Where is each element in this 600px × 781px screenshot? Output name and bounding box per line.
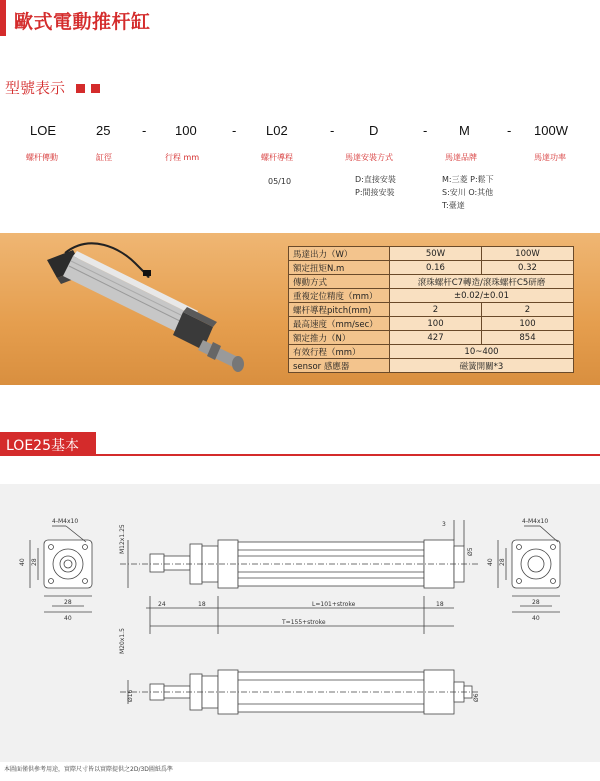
code-label: 行程 mm xyxy=(165,153,200,162)
mount-options: D:直接安裝 P:間接安裝 xyxy=(355,175,396,197)
table-row xyxy=(289,359,574,373)
model-code: L02 xyxy=(266,123,288,138)
spec-value: 2 xyxy=(390,303,482,317)
dim-dia-5: Ø5 xyxy=(467,547,474,556)
dim-left-width-28: 28 xyxy=(64,599,72,606)
spec-label: sensor 感應器 xyxy=(289,359,390,373)
dim-right-width-28: 28 xyxy=(532,599,540,606)
spec-label: 重複定位精度（mm） xyxy=(289,289,390,303)
title-accent-bar xyxy=(0,0,6,36)
dim-len-18b: 18 xyxy=(436,601,444,608)
spec-value: 427 xyxy=(390,331,482,345)
heading-square-icon xyxy=(91,84,100,93)
dim-dia-16: Ø16 xyxy=(127,689,134,702)
dim-total-length: T=155+stroke xyxy=(282,619,326,626)
spec-label: 馬達出力（W） xyxy=(289,247,390,261)
footnote: 本圖面僅供參考用途，實際尺寸皆以實際提供之2D/3D圖紙爲準 xyxy=(4,766,173,773)
table-row xyxy=(289,261,574,275)
model-code: 25 xyxy=(96,123,111,138)
dim-dia-6: Ø6 xyxy=(473,693,480,702)
code-label: 螺杆導程 xyxy=(261,153,293,162)
code-separator: - xyxy=(330,123,335,138)
dim-thread-right: 4-M4x10 xyxy=(522,518,549,525)
model-section-heading: 型號表示 xyxy=(5,79,66,97)
spec-value: 10~400 xyxy=(390,345,574,359)
model-code: D xyxy=(369,123,379,138)
actuator-photo xyxy=(35,238,275,383)
spec-label: 額定推力（N） xyxy=(289,331,390,345)
spec-value: ±0.02/±0.01 xyxy=(390,289,574,303)
heading-square-icon xyxy=(76,84,85,93)
table-row xyxy=(289,331,574,345)
table-row xyxy=(289,317,574,331)
drawing-heading-underline xyxy=(0,454,600,456)
code-separator: - xyxy=(142,123,147,138)
table-row xyxy=(289,303,574,317)
model-code: 100 xyxy=(175,123,197,138)
spec-value: 100 xyxy=(482,317,574,331)
spec-value: 0.16 xyxy=(390,261,482,275)
code-separator: - xyxy=(232,123,237,138)
model-code: M xyxy=(459,123,470,138)
spec-value: 0.32 xyxy=(482,261,574,275)
model-code: LOE xyxy=(30,123,57,138)
spec-value: 滾珠螺杆C7轉造/滾珠螺杆C5研磨 xyxy=(390,275,574,289)
spec-value: 100W xyxy=(482,247,574,261)
code-label: 螺杆傳動 xyxy=(26,153,58,162)
dim-left-width-40: 40 xyxy=(64,615,72,622)
drawing-heading: LOE25基本 xyxy=(6,438,79,454)
spec-value: 磁簧開關*3 xyxy=(390,359,574,373)
spec-label: 螺杆導程pitch(mm) xyxy=(289,303,390,317)
dim-thread-left: 4-M4x10 xyxy=(52,518,79,525)
model-code: 100W xyxy=(534,123,568,138)
code-label: 缸徑 xyxy=(96,153,112,162)
code-label: 馬達品牌 xyxy=(445,153,477,162)
dim-rod-thread-2: M20x1.5 xyxy=(119,628,126,654)
spec-label: 額定扭矩N.m xyxy=(289,261,390,275)
dim-len-3: 3 xyxy=(442,521,446,528)
code-label: 馬達安裝方式 xyxy=(345,153,393,162)
spec-label: 有效行程（mm） xyxy=(289,345,390,359)
dim-rod-thread: M12x1.25 xyxy=(119,524,126,554)
table-row xyxy=(289,247,574,261)
spec-table xyxy=(288,246,574,373)
page-title: 歐式電動推杆缸 xyxy=(14,11,151,33)
code-label: 馬達功率 xyxy=(534,153,566,162)
spec-value: 854 xyxy=(482,331,574,345)
dim-right-height-28: 28 xyxy=(499,558,506,566)
dim-right-height-40: 40 xyxy=(487,558,494,566)
dim-left-height-28: 28 xyxy=(31,558,38,566)
spec-value: 50W xyxy=(390,247,482,261)
table-row xyxy=(289,345,574,359)
dim-right-width-40: 40 xyxy=(532,615,540,622)
spec-label: 最高速度（mm/sec） xyxy=(289,317,390,331)
spec-value: 100 xyxy=(390,317,482,331)
dim-len-24: 24 xyxy=(158,601,166,608)
brand-options: M:三菱 P:鬆下 S:安川 O:其他 T:臺達 xyxy=(442,175,494,210)
technical-drawing xyxy=(0,484,600,762)
dim-left-height-40: 40 xyxy=(19,558,26,566)
dim-len-18a: 18 xyxy=(198,601,206,608)
dim-body-length: L=101+stroke xyxy=(312,601,356,608)
code-separator: - xyxy=(507,123,512,138)
lead-options: 05/10 xyxy=(268,177,292,186)
spec-value: 2 xyxy=(482,303,574,317)
table-row xyxy=(289,289,574,303)
table-row xyxy=(289,275,574,289)
spec-label: 傳動方式 xyxy=(289,275,390,289)
code-separator: - xyxy=(423,123,428,138)
